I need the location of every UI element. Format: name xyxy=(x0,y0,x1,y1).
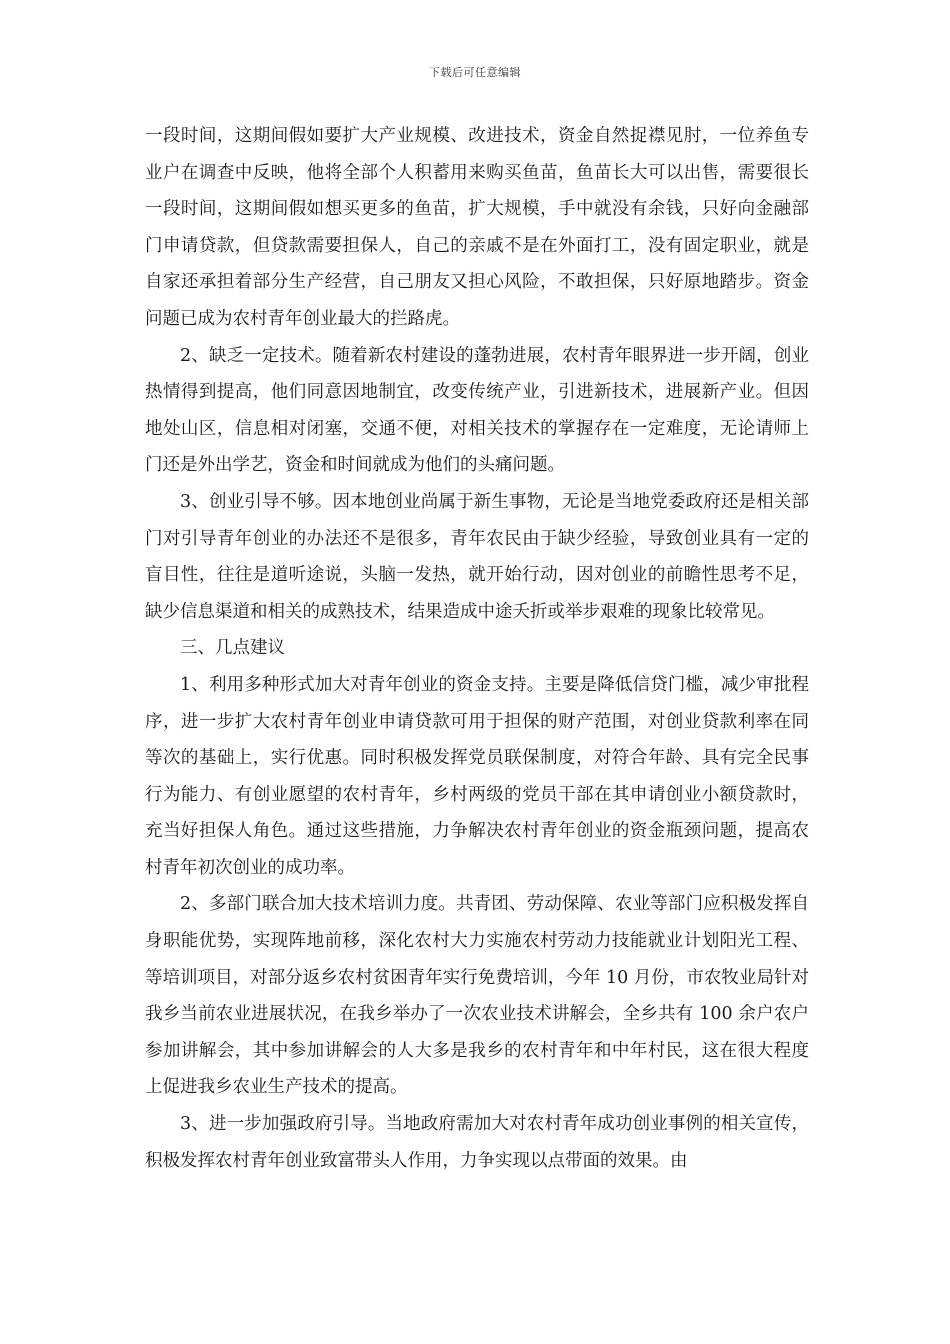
section-heading: 三、几点建议 xyxy=(180,638,285,659)
paragraph: 2、缺乏一定技术。随着新农村建设的蓬勃进展，农村青年眼界进一步开阔，创业热情得到提高，他们同意因地制宜，改变传统产业，引进新技术，进展新产业。但因地处山区，信息相对闭塞，交通不便，对相关技术的掌握存在一定难度，无论请师上门还是外出学艺，资金和时间就成为他们的头痛问题。 xyxy=(145,345,809,476)
paragraph: 3、进一步加强政府引导。当地政府需加大对农村青年成功创业事例的相关宣传，积极发挥农村青年创业致富带头人作用，力争实现以点带面的效果。由 xyxy=(145,1114,809,1171)
paragraph: 一段时间，这期间假如要扩大产业规模、改进技术，资金自然捉襟见肘，一位养鱼专业户在调查中反映，他将全部个人积蓄用来购买鱼苗，鱼苗长大可以出售，需要很长一段时间，这期间假如想买更多的鱼苗，扩大规模，手中就没有余钱，只好向金融部门申请贷款，但贷款需要担保人，自己的亲戚不是在外面打工，没有固定职业，就是自家还承担着部分生产经营，自己朋友又担心风险，不敢担保，只好原地踏步。资金问题已成为农村青年创业最大的拦路虎。 xyxy=(145,126,809,329)
document-body xyxy=(145,118,809,1179)
paragraph: 1、利用多种形式加大对青年创业的资金支持。主要是降低信贷门槛，减少审批程序，进一步扩大农村青年创业申请贷款可用于担保的财产范围，对创业贷款利率在同等次的基础上，实行优惠。同时积极发挥党员联保制度，对符合年龄、具有完全民事行为能力、有创业愿望的农村青年，乡村两级的党员干部在其申请创业小额贷款时，充当好担保人角色。通过这些措施，力争解决农村青年创业的资金瓶颈问题，提高农村青年初次创业的成功率。 xyxy=(145,674,809,878)
page-header: 下载后可任意编辑 xyxy=(429,66,521,79)
paragraph: 3、创业引导不够。因本地创业尚属于新生事物，无论是当地党委政府还是相关部门对引导青年创业的办法还不是很多，青年农民由于缺少经验，导致创业具有一定的盲目性，往往是道听途说，头脑一发热，就开始行动，因对创业的前瞻性思考不足，缺少信息渠道和相关的成熟技术，结果造成中途夭折或举步艰难的现象比较常见。 xyxy=(145,491,809,622)
paragraph: 2、多部门联合加大技术培训力度。共青团、劳动保障、农业等部门应积极发挥自身职能优势，实现阵地前移，深化农村大力实施农村劳动力技能就业计划阳光工程、等培训项目，对部分返乡农村贫困青年实行免费培训，今年 10 月份，市农牧业局针对我乡当前农业进展状况，在我乡举办了一次农业技术讲解会，全乡共有 100 余户农户参加讲解会，其中参加讲解会的人大多是我乡的农村青年和中年村民，这在很大程度上促进我乡农业生产技术的提高。 xyxy=(145,894,809,1098)
